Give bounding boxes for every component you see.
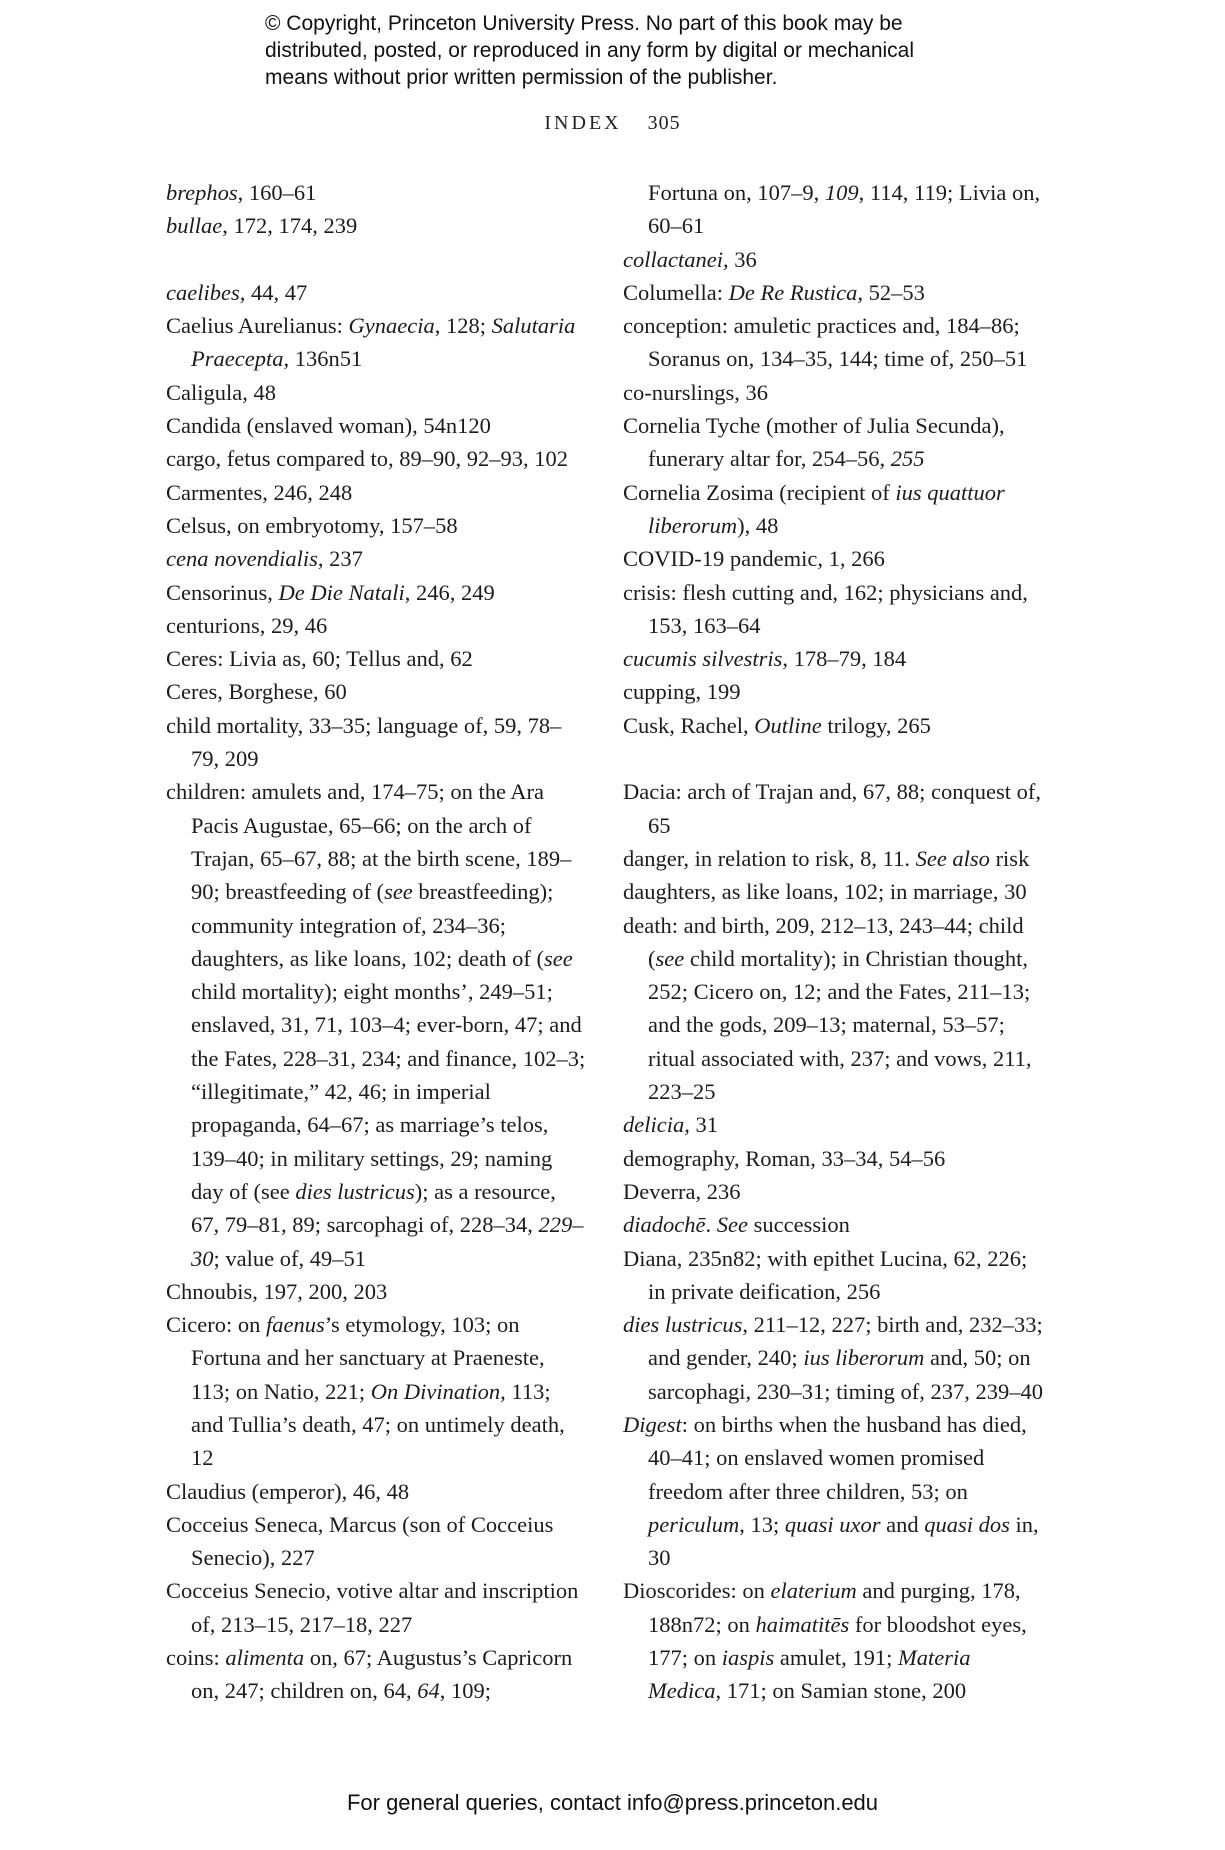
index-column-left bbox=[166, 176, 586, 1708]
copyright-line: means without prior written permission of the publisher. bbox=[265, 66, 778, 89]
index-entry: Columella: De Re Rustica, 52–53 bbox=[623, 279, 925, 305]
page-number: 305 bbox=[647, 112, 681, 134]
index-entry: cucumis silvestris, 178–79, 184 bbox=[623, 646, 907, 672]
index-entry: bullae, 172, 174, 239 bbox=[166, 213, 358, 239]
index-entry: Censorinus, De Die Natali, 246, 249 bbox=[166, 579, 495, 605]
index-entry-continued: Fortuna on, 107–9, 109, 114, 119; Livia on, 60–61 bbox=[648, 180, 1041, 239]
index-entry: danger, in relation to risk, 8, 11. See also risk bbox=[623, 845, 1030, 871]
index-entry: diadochē. See succession bbox=[623, 1212, 850, 1238]
index-entry: delicia, 31 bbox=[623, 1112, 718, 1138]
index-entry: child mortality, 33–35; language of, 59, 78–79, 209 bbox=[166, 712, 562, 772]
index-entry: Chnoubis, 197, 200, 203 bbox=[166, 1278, 388, 1304]
index-entry: Ceres: Livia as, 60; Tellus and, 62 bbox=[166, 646, 473, 672]
copyright-line: distributed, posted, or reproduced in any form by digital or mechanical bbox=[265, 39, 915, 62]
index-entry: demography, Roman, 33–34, 54–56 bbox=[623, 1145, 946, 1171]
index-entry: Caligula, 48 bbox=[166, 379, 276, 405]
index-entry: Celsus, on embryotomy, 157–58 bbox=[166, 512, 458, 538]
index-entry: Cicero: on faenus’s etymology, 103; on Fortuna and her sanctuary at Praeneste, 113; on Natio, 221; On Divination, 113; and Tullia’s death, 47; on untimely death, 12 bbox=[166, 1312, 565, 1471]
running-head-title: INDEX bbox=[544, 112, 622, 134]
index-entry: co-nurslings, 36 bbox=[623, 379, 768, 405]
letter-break bbox=[166, 243, 586, 276]
index-entry: Cocceius Senecio, votive altar and inscription of, 213–15, 217–18, 227 bbox=[166, 1578, 579, 1637]
index-entry: children: amulets and, 174–75; on the Ara Pacis Augustae, 65–66; on the arch of Trajan, 65–67, 88; at the birth scene, 189–90; breastfeeding of (see breastfeeding); community integration of, 234–36; daughters, as like loans, 102; death of (see child mortality); eight months’, 249–51; enslaved, 31, 71, 103–4; ever-born, 47; and the Fates, 228–31, 234; and finance, 102–3; “illegitimate,” 42, 46; in imperial propaganda, 64–67; as marriage’s telos, 139–40; in military settings, 29; naming day of (see dies lustricus); as a resource, 67, 79–81, 89; sarcophagi of, 228–34, 229–30; value of, 49–51 bbox=[166, 779, 586, 1271]
index-entry: Claudius (emperor), 46, 48 bbox=[166, 1478, 410, 1504]
running-head bbox=[0, 112, 1225, 135]
copyright-notice bbox=[265, 10, 1025, 91]
index-entry: cena novendialis, 237 bbox=[166, 546, 363, 572]
index-entry: cargo, fetus compared to, 89–90, 92–93, 102 bbox=[166, 446, 569, 472]
index-entry: Cusk, Rachel, Outline trilogy, 265 bbox=[623, 712, 931, 738]
index-entry: cupping, 199 bbox=[623, 679, 741, 705]
index-entry: Caelius Aurelianus: Gynaecia, 128; Salutaria Praecepta, 136n51 bbox=[166, 313, 576, 372]
index-entry: Dioscorides: on elaterium and purging, 178, 188n72; on haimatitēs for bloodshot eyes, 177; on iaspis amulet, 191; Materia Medica, 171; on Samian stone, 200 bbox=[623, 1578, 1027, 1704]
index-entry: Ceres, Borghese, 60 bbox=[166, 679, 347, 705]
index-entry: brephos, 160–61 bbox=[166, 180, 317, 205]
index-entry: death: and birth, 209, 212–13, 243–44; child (see child mortality); in Christian thought, 252; Cicero on, 12; and the Fates, 211–13; and the gods, 209–13; maternal, 53–57; ritual associated with, 237; and vows, 211, 223–25 bbox=[623, 912, 1032, 1105]
index-entry: centurions, 29, 46 bbox=[166, 612, 328, 638]
footer-contact: For general queries, contact info@press.princeton.edu bbox=[346, 1790, 879, 1815]
index-entry: Diana, 235n82; with epithet Lucina, 62, 226; in private deification, 256 bbox=[623, 1245, 1028, 1304]
index-entry: Carmentes, 246, 248 bbox=[166, 479, 353, 505]
index-entry: crisis: flesh cutting and, 162; physicians and, 153, 163–64 bbox=[623, 579, 1028, 638]
index-entry: Candida (enslaved woman), 54n120 bbox=[166, 413, 491, 439]
index-entry: Dacia: arch of Trajan and, 67, 88; conquest of, 65 bbox=[623, 779, 1042, 838]
letter-break bbox=[623, 742, 1043, 775]
copyright-line: © Copyright, Princeton University Press. No part of this book may be bbox=[265, 12, 903, 35]
index-entry: Cocceius Seneca, Marcus (son of Cocceius Senecio), 227 bbox=[166, 1511, 554, 1571]
index-entry: Deverra, 236 bbox=[623, 1178, 741, 1204]
index-entry: COVID-19 pandemic, 1, 266 bbox=[623, 546, 885, 572]
index-entry: Cornelia Zosima (recipient of ius quattuor liberorum), 48 bbox=[623, 479, 1005, 538]
index-entry: Cornelia Tyche (mother of Julia Secunda), funerary altar for, 254–56, 255 bbox=[623, 413, 1005, 472]
index-entry: Digest: on births when the husband has died, 40–41; on enslaved women promised freedom after three children, 53; on periculum, 13; quasi uxor and quasi dos in, 30 bbox=[623, 1411, 1039, 1571]
index-entry: caelibes, 44, 47 bbox=[166, 279, 308, 305]
index-entry: daughters, as like loans, 102; in marriage, 30 bbox=[623, 879, 1027, 905]
index-column-right bbox=[623, 176, 1043, 1708]
index-entry: conception: amuletic practices and, 184–86; Soranus on, 134–35, 144; time of, 250–51 bbox=[623, 313, 1028, 372]
index-entry: coins: alimenta on, 67; Augustus’s Capricorn on, 247; children on, 64, 64, 109; bbox=[166, 1645, 573, 1704]
index-entry: dies lustricus, 211–12, 227; birth and, 232–33; and gender, 240; ius liberorum and, 50; on sarcophagi, 230–31; timing of, 237, 239–40 bbox=[623, 1312, 1043, 1404]
index-entry: collactanei, 36 bbox=[623, 246, 757, 272]
